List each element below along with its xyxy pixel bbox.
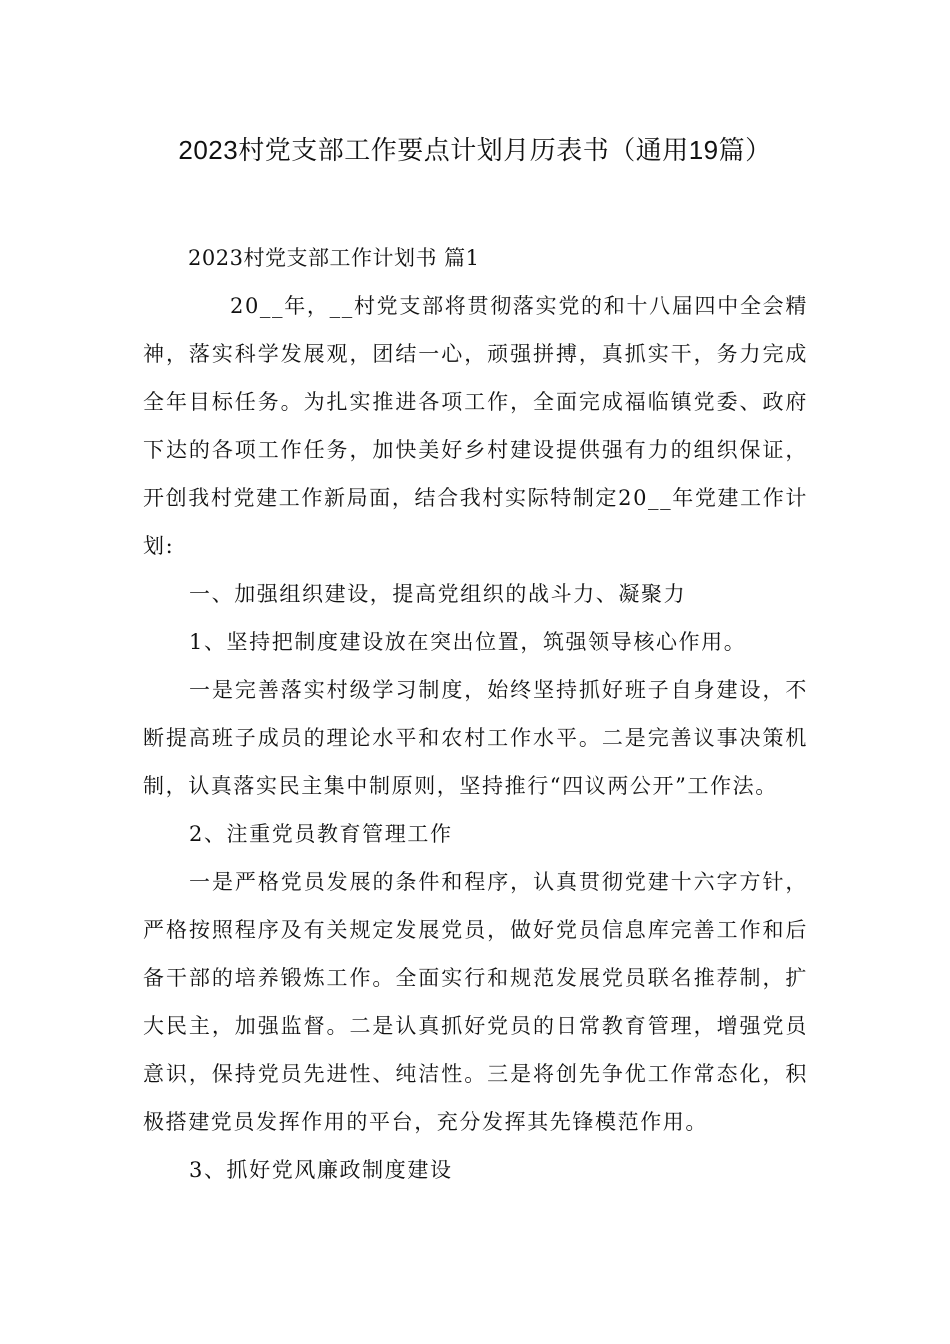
paragraph-study-system: 一是完善落实村级学习制度，始终坚持抓好班子自身建设，不断提高班子成员的理论水平和农村工作水平。二是完善议事决策机制，认真落实民主集中制原则，坚持推行“四议两公开”工作法。 <box>143 678 808 798</box>
paragraph-intro: 20__年，__村党支部将贯彻落实党的和十八届四中全会精神，落实科学发展观，团结一心，顽强拼搏，真抓实干，务力完成全年目标任务。为扎实推进各项工作，全面完成福临镇党委、政府下达的各项工作任务，加快美好乡村建设提供强有力的组织保证，开创我村党建工作新局面，结合我村实际特制定20__年党建工作计划: <box>143 294 808 558</box>
document-title: 2023村党支部工作要点计划月历表书（通用19篇） <box>178 135 772 165</box>
subheading-member-education: 2、注重党员教育管理工作 <box>189 822 453 846</box>
paragraph-member-development: 一是严格党员发展的条件和程序，认真贯彻党建十六字方针，严格按照程序及有关规定发展党员，做好党员信息库完善工作和后备干部的培养锻炼工作。全面实行和规范发展党员联名推荐制，扩大民主，加强监督。二是认真抓好党员的日常教育管理，增强党员意识，保持党员先进性、纯洁性。三是将创先争优工作常态化，积极搭建党员发挥作用的平台，充分发挥其先锋模范作用。 <box>143 870 808 1134</box>
subheading-clean-governance: 3、抓好党风廉政制度建设 <box>189 1158 453 1182</box>
document-body <box>143 234 808 1194</box>
heading-organization: 一、加强组织建设，提高党组织的战斗力、凝聚力 <box>189 582 687 606</box>
section-heading: 2023村党支部工作计划书 篇1 <box>188 246 480 270</box>
subheading-system-building: 1、坚持把制度建设放在突出位置，筑强领导核心作用。 <box>189 630 747 654</box>
